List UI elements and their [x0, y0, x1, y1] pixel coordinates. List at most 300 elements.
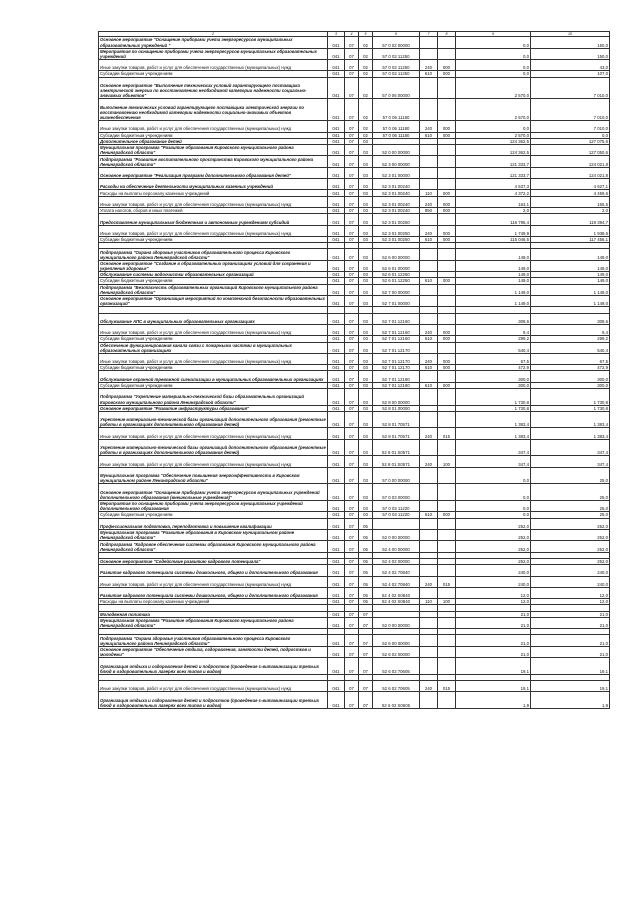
row-name-cell: Мероприятия по оснащению приборами учета энергоресурсов муниципальных образовательных учреждений — [99, 48, 328, 59]
table-row — [99, 99, 610, 121]
grbs-code-cell: 041 — [328, 599, 345, 605]
target-article-cell: 57 0 03 00000 — [373, 484, 420, 501]
target-article-cell: 52 3 00 00000 — [373, 156, 420, 167]
target-article-cell: 52 7 01 12160 — [373, 336, 420, 342]
subsection-code-cell: 03 — [359, 411, 373, 428]
target-article-cell: 57 0 03 11220 — [373, 512, 420, 518]
expense-type-cell — [420, 646, 438, 657]
amount-year1-cell: 0,0 — [456, 512, 531, 518]
expense-type-cell: 610 — [420, 132, 438, 138]
target-article-cell: 52 0 00 00000 — [373, 617, 420, 628]
target-article-cell: 52 4 02 70840 — [373, 565, 420, 576]
expense-type-cell — [420, 658, 438, 675]
expense-type-cell — [420, 389, 438, 406]
expense-type-cell: 610 — [420, 336, 438, 342]
amount-year2-cell: 7 010,0 — [531, 121, 610, 132]
grbs-code-cell: 041 — [328, 121, 345, 132]
section-code-cell: 07 — [345, 599, 359, 605]
amount-year2-cell: 300,0 — [531, 382, 610, 388]
grbs-code-cell: 041 — [328, 529, 345, 540]
grbs-code-cell: 041 — [328, 324, 345, 335]
row-name-cell: Основное мероприятие "Оснащение приборами учета энергоресурсов муниципальных учреждений дополнительного образования (внешкольные учреждения)" — [99, 484, 328, 501]
row-name-cell: Иные закупки товаров, работ и услуг для обеспечения государственных (муниципальных) нужд — [99, 121, 328, 132]
subsection-code-cell: 02 — [359, 48, 373, 59]
subsection-code-cell: 03 — [359, 324, 373, 335]
table-row — [99, 37, 610, 48]
row-name-cell: Основное мероприятие "Реализация программ дополнительного образования детей" — [99, 167, 328, 178]
grbs-code-cell: 041 — [328, 179, 345, 190]
subsection-code-cell: 03 — [359, 295, 373, 306]
section-code-cell: 07 — [345, 324, 359, 335]
expense-type-cell — [420, 371, 438, 382]
subsection-code-cell: 07 — [359, 680, 373, 691]
expense-type-cell — [420, 467, 438, 484]
subsection-code-cell: 03 — [359, 237, 373, 243]
section-code-cell: 07 — [345, 558, 359, 564]
row-name-cell: Иные закупки товаров, работ и услуг для обеспечения государственных (муниципальных) нужд — [99, 324, 328, 335]
target-article-cell — [373, 518, 420, 529]
grbs-code-cell: 041 — [328, 382, 345, 388]
subsection-code-cell: 07 — [359, 658, 373, 675]
subsection-code-cell: 03 — [359, 500, 373, 511]
target-article-cell: 52 7 01 12170 — [373, 342, 420, 353]
grbs-code-cell: 041 — [328, 541, 345, 552]
expense-type-cell — [420, 37, 438, 48]
table-row — [99, 214, 610, 225]
table-row — [99, 342, 610, 353]
section-code-cell: 07 — [345, 313, 359, 324]
subsection-code-cell: 03 — [359, 428, 373, 439]
amount-year1-cell: 21,0 — [456, 617, 531, 628]
row-name-cell: Обеспечение функционирования канала связи с пожарными частями в муниципальных образовательных организациях — [99, 342, 328, 353]
header-cell: 5 — [359, 32, 373, 37]
subsection-code-cell: 07 — [359, 692, 373, 709]
row-name-cell: Иные закупки товаров, работ и услуг для обеспечения государственных (муниципальных) нужд — [99, 428, 328, 439]
grbs-code-cell: 041 — [328, 214, 345, 225]
table-row — [99, 529, 610, 540]
amount-year1-cell: 19,1 — [456, 658, 531, 675]
section-code-cell: 07 — [345, 680, 359, 691]
additional-code-cell: 000 — [438, 208, 456, 214]
subsection-code-cell: 03 — [359, 439, 373, 456]
additional-code-cell: 000 — [438, 512, 456, 518]
expense-type-cell: 240 — [420, 353, 438, 364]
amount-year2-cell: 25,0 — [531, 512, 610, 518]
expense-type-cell: 610 — [420, 382, 438, 388]
amount-year1-cell: 540,4 — [456, 342, 531, 353]
target-article-cell: 57 0 02 11250 — [373, 48, 420, 59]
additional-code-cell — [438, 692, 456, 709]
expense-type-cell — [420, 484, 438, 501]
additional-code-cell — [438, 249, 456, 260]
subsection-code-cell: 03 — [359, 196, 373, 207]
grbs-code-cell: 041 — [328, 132, 345, 138]
section-code-cell: 07 — [345, 249, 359, 260]
amount-year2-cell: 1 730,8 — [531, 405, 610, 411]
amount-year2-cell: 19,1 — [531, 680, 610, 691]
amount-year2-cell: 12,0 — [531, 599, 610, 605]
section-code-cell: 07 — [345, 371, 359, 382]
amount-year2-cell: 43,0 — [531, 59, 610, 70]
additional-code-cell — [438, 167, 456, 178]
subsection-code-cell: 03 — [359, 208, 373, 214]
subsection-code-cell: 02 — [359, 77, 373, 99]
grbs-code-cell: 041 — [328, 208, 345, 214]
amount-year2-cell: 149,0 — [531, 249, 610, 260]
row-name-cell: Укрепление материально-технической базы организаций дополнительного образования (ремонтные работы в организациях дополнительного образования детей) — [99, 439, 328, 456]
additional-code-cell — [438, 529, 456, 540]
row-name-cell: Субсидии бюджетным учреждениям — [99, 132, 328, 138]
section-code-cell: 07 — [345, 565, 359, 576]
table-row — [99, 576, 610, 587]
section-code-cell: 07 — [345, 439, 359, 456]
row-name-cell: Субсидии бюджетным учреждениям — [99, 237, 328, 243]
grbs-code-cell: 041 — [328, 138, 345, 144]
amount-year2-cell: 19,1 — [531, 658, 610, 675]
table-row — [99, 635, 610, 646]
target-article-cell: 52 8 00 00000 — [373, 389, 420, 406]
amount-year1-cell: 21,0 — [456, 646, 531, 657]
additional-code-cell: 000 — [438, 324, 456, 335]
additional-code-cell — [438, 214, 456, 225]
table-row — [99, 371, 610, 382]
header-cell: 6 — [373, 32, 420, 37]
additional-code-cell: 000 — [438, 237, 456, 243]
table-row — [99, 144, 610, 155]
table-row — [99, 411, 610, 428]
target-article-cell: 57 0 06 00000 — [373, 77, 420, 99]
expense-type-cell — [420, 284, 438, 295]
amount-year1-cell: 124 362,5 — [456, 138, 531, 144]
amount-year1-cell: 116 796,4 — [456, 214, 531, 225]
expense-type-cell — [420, 48, 438, 59]
row-name-cell: Расходы на обеспечение деятельности муниципальных казенных учреждений — [99, 179, 328, 190]
amount-year1-cell: 0,0 — [456, 484, 531, 501]
amount-year1-cell: 124 362,5 — [456, 144, 531, 155]
amount-year2-cell: 1 149,0 — [531, 295, 610, 306]
section-code-cell: 07 — [345, 635, 359, 646]
table-row — [99, 284, 610, 295]
section-code-cell: 07 — [345, 512, 359, 518]
amount-year2-cell: 252,0 — [531, 529, 610, 540]
table-row — [99, 77, 610, 99]
additional-code-cell — [438, 389, 456, 406]
table-row — [99, 167, 610, 178]
section-code-cell: 07 — [345, 272, 359, 278]
section-code-cell: 07 — [345, 208, 359, 214]
additional-code-cell — [438, 179, 456, 190]
section-code-cell: 07 — [345, 353, 359, 364]
additional-code-cell: 015 — [438, 576, 456, 587]
subsection-code-cell: 05 — [359, 518, 373, 529]
subsection-code-cell: 03 — [359, 382, 373, 388]
amount-year2-cell: 117 456,1 — [531, 237, 610, 243]
amount-year2-cell: 347,4 — [531, 439, 610, 456]
expense-type-cell — [420, 214, 438, 225]
grbs-code-cell: 041 — [328, 680, 345, 691]
table-row — [99, 59, 610, 70]
target-article-cell: 52 6 02 00000 — [373, 646, 420, 657]
subsection-code-cell: 03 — [359, 405, 373, 411]
subsection-code-cell: 03 — [359, 484, 373, 501]
row-name-cell: Подпрограмма "Охрана здоровья участников образовательного процесса Кировского муниципального района Ленинградской области" — [99, 249, 328, 260]
amount-year2-cell: 1 938,6 — [531, 225, 610, 236]
amount-year2-cell: 127 075,6 — [531, 138, 610, 144]
expense-type-cell — [420, 692, 438, 709]
grbs-code-cell: 041 — [328, 617, 345, 628]
grbs-code-cell: 041 — [328, 576, 345, 587]
section-code-cell: 07 — [345, 225, 359, 236]
row-name-cell: Иные закупки товаров, работ и услуг для обеспечения государственных (муниципальных) нужд — [99, 59, 328, 70]
amount-year2-cell: 252,0 — [531, 541, 610, 552]
amount-year1-cell: 0,0 — [456, 121, 531, 132]
expense-type-cell: 610 — [420, 512, 438, 518]
header-cell: 4 — [345, 32, 359, 37]
header-cell: 9 — [456, 32, 531, 37]
row-name-cell: Субсидии бюджетным учреждениям — [99, 336, 328, 342]
amount-year1-cell: 12,0 — [456, 599, 531, 605]
row-name-cell: Основное мероприятие "Выполнение технических условий гарантирующего поставщика электрической энергии по восстановлению необходимой категории надежности социально-значимых объектов" — [99, 77, 328, 99]
amount-year1-cell: 149,0 — [456, 272, 531, 278]
subsection-code-cell: 03 — [359, 138, 373, 144]
section-code-cell: 07 — [345, 576, 359, 587]
amount-year1-cell: 163,1 — [456, 196, 531, 207]
amount-year1-cell: 0,0 — [456, 500, 531, 511]
amount-year2-cell: 1 730,8 — [531, 389, 610, 406]
row-name-cell: Организация отдыха и оздоровления детей и подростков (проведение с-витаминизации третьих блюд в оздоровительных лагерях всех типов и видов) — [99, 658, 328, 675]
amount-year2-cell: 240,0 — [531, 565, 610, 576]
grbs-code-cell: 041 — [328, 484, 345, 501]
grbs-code-cell: 041 — [328, 156, 345, 167]
expense-type-cell: 240 — [420, 428, 438, 439]
expense-type-cell: 240 — [420, 59, 438, 70]
subsection-code-cell: 03 — [359, 278, 373, 284]
row-name-cell: Иные закупки товаров, работ и услуг для обеспечения государственных (муниципальных) нужд — [99, 576, 328, 587]
target-article-cell: 52 3 01 00000 — [373, 167, 420, 178]
grbs-code-cell: 041 — [328, 518, 345, 529]
expense-type-cell: 240 — [420, 324, 438, 335]
grbs-code-cell: 041 — [328, 284, 345, 295]
amount-year1-cell: 300,0 — [456, 382, 531, 388]
subsection-code-cell: 03 — [359, 190, 373, 196]
subsection-code-cell: 07 — [359, 635, 373, 646]
section-code-cell: 07 — [345, 518, 359, 529]
target-article-cell: 52 6 02 70605 — [373, 658, 420, 675]
target-article-cell: 57 0 02 11250 — [373, 59, 420, 70]
target-article-cell: 52 6 02 S0605 — [373, 692, 420, 709]
amount-year1-cell: 67,5 — [456, 353, 531, 364]
row-name-cell: Предоставление муниципальным бюджетным и автономным учреждениям субсидий — [99, 214, 328, 225]
grbs-code-cell: 041 — [328, 658, 345, 675]
amount-year2-cell: 7 010,0 — [531, 99, 610, 121]
target-article-cell: 52 8 01 70571 — [373, 411, 420, 428]
amount-year2-cell: 21,0 — [531, 646, 610, 657]
expense-type-cell — [420, 77, 438, 99]
table-row — [99, 658, 610, 675]
amount-year2-cell: 252,0 — [531, 518, 610, 529]
section-code-cell: 07 — [345, 237, 359, 243]
additional-code-cell: 015 — [438, 428, 456, 439]
subsection-code-cell: 02 — [359, 99, 373, 121]
section-code-cell: 07 — [345, 278, 359, 284]
amount-year2-cell: 540,4 — [531, 342, 610, 353]
grbs-code-cell: 041 — [328, 456, 345, 467]
expense-type-cell — [420, 587, 438, 598]
grbs-code-cell: 041 — [328, 646, 345, 657]
subsection-code-cell: 05 — [359, 587, 373, 598]
amount-year2-cell: 1 383,4 — [531, 411, 610, 428]
amount-year2-cell: 4 627,1 — [531, 179, 610, 190]
target-article-cell: 52 3 01 00250 — [373, 237, 420, 243]
additional-code-cell — [438, 77, 456, 99]
row-name-cell: Муниципальная программа "Развитие образования Кировского муниципального района Ленинградской области" — [99, 617, 328, 628]
section-code-cell: 07 — [345, 167, 359, 178]
grbs-code-cell: 041 — [328, 237, 345, 243]
additional-code-cell — [438, 484, 456, 501]
amount-year1-cell: 121 333,7 — [456, 156, 531, 167]
target-article-cell: 52 4 00 00000 — [373, 541, 420, 552]
amount-year2-cell: 12,0 — [531, 587, 610, 598]
subsection-code-cell: 02 — [359, 71, 373, 77]
expense-type-cell — [420, 99, 438, 121]
amount-year2-cell: 240,0 — [531, 576, 610, 587]
section-code-cell: 07 — [345, 467, 359, 484]
row-name-cell: Субсидии бюджетным учреждениям — [99, 278, 328, 284]
amount-year1-cell: 347,4 — [456, 439, 531, 456]
section-code-cell: 07 — [345, 48, 359, 59]
amount-year1-cell: 149,0 — [456, 260, 531, 271]
table-row — [99, 121, 610, 132]
section-code-cell: 07 — [345, 99, 359, 121]
additional-code-cell: 000 — [438, 336, 456, 342]
amount-year1-cell: 2 570,0 — [456, 77, 531, 99]
additional-code-cell: 000 — [438, 71, 456, 77]
subsection-code-cell: 05 — [359, 599, 373, 605]
section-code-cell: 07 — [345, 214, 359, 225]
section-code-cell: 07 — [345, 156, 359, 167]
target-article-cell: 52 7 00 00000 — [373, 284, 420, 295]
table-row — [99, 500, 610, 511]
amount-year1-cell: 149,0 — [456, 278, 531, 284]
subsection-code-cell: 07 — [359, 617, 373, 628]
amount-year1-cell: 300,0 — [456, 371, 531, 382]
section-code-cell: 07 — [345, 658, 359, 675]
amount-year2-cell: 124 021,8 — [531, 156, 610, 167]
expense-type-cell: 610 — [420, 365, 438, 371]
additional-code-cell: 000 — [438, 278, 456, 284]
expense-type-cell — [420, 167, 438, 178]
amount-year1-cell: 0,0 — [456, 71, 531, 77]
additional-code-cell — [438, 617, 456, 628]
section-code-cell: 07 — [345, 389, 359, 406]
grbs-code-cell: 041 — [328, 405, 345, 411]
expense-type-cell — [420, 295, 438, 306]
amount-year1-cell: 1 749,9 — [456, 225, 531, 236]
amount-year1-cell: 12,0 — [456, 587, 531, 598]
target-article-cell: 52 7 01 12170 — [373, 353, 420, 364]
row-name-cell: Основное мероприятие "Организация мероприятий по комплексной безопасности образовательных организаций" — [99, 295, 328, 306]
additional-code-cell — [438, 37, 456, 48]
subsection-code-cell: 03 — [359, 156, 373, 167]
row-name-cell: Профессиональная подготовка, переподготовка и повышение квалификации — [99, 518, 328, 529]
row-name-cell: Иные закупки товаров, работ и услуг для обеспечения государственных (муниципальных) нужд — [99, 225, 328, 236]
target-article-cell: 52 7 01 12180 — [373, 382, 420, 388]
grbs-code-cell: 041 — [328, 278, 345, 284]
grbs-code-cell: 041 — [328, 336, 345, 342]
section-code-cell: 07 — [345, 295, 359, 306]
section-code-cell: 07 — [345, 196, 359, 207]
target-article-cell: 52 7 01 12180 — [373, 371, 420, 382]
subsection-code-cell: 03 — [359, 512, 373, 518]
section-code-cell: 07 — [345, 529, 359, 540]
expense-type-cell — [420, 541, 438, 552]
target-article-cell: 52 7 01 12160 — [373, 324, 420, 335]
amount-year1-cell: 9,4 — [456, 324, 531, 335]
amount-year2-cell: 25,0 — [531, 467, 610, 484]
table-row — [99, 249, 610, 260]
amount-year2-cell: 308,6 — [531, 313, 610, 324]
amount-year2-cell: 1 383,4 — [531, 428, 610, 439]
subsection-code-cell: 03 — [359, 179, 373, 190]
subsection-code-cell: 05 — [359, 576, 373, 587]
expense-type-cell — [420, 439, 438, 456]
additional-code-cell: 000 — [438, 190, 456, 196]
target-article-cell: 52 7 01 12170 — [373, 365, 420, 371]
row-name-cell: Основное мероприятие "Обеспечение отдыха, оздоровления, занятости детей, подростков и молодежи" — [99, 646, 328, 657]
amount-year2-cell: 149,0 — [531, 260, 610, 271]
table-body — [99, 32, 610, 709]
amount-year1-cell: 149,0 — [456, 249, 531, 260]
amount-year2-cell: 300,0 — [531, 371, 610, 382]
section-code-cell: 07 — [345, 365, 359, 371]
expense-type-cell — [420, 342, 438, 353]
section-code-cell: 07 — [345, 144, 359, 155]
target-article-cell: 57 0 02 11250 — [373, 71, 420, 77]
row-name-cell: Субсидии бюджетным учреждениям — [99, 365, 328, 371]
expense-type-cell — [420, 518, 438, 529]
target-article-cell: 52 6 01 12250 — [373, 278, 420, 284]
subsection-code-cell: 03 — [359, 456, 373, 467]
target-article-cell: 52 8 01 S0571 — [373, 439, 420, 456]
row-name-cell: Субсидии бюджетным учреждениям — [99, 382, 328, 388]
row-name-cell: Подпрограмма "Кадровое обеспечение системы образования Кировского муниципального района Ленинградской области" — [99, 541, 328, 552]
amount-year2-cell: 107,0 — [531, 71, 610, 77]
subsection-code-cell: 07 — [359, 611, 373, 617]
header-cell: 10 — [531, 32, 610, 37]
amount-year1-cell: 252,0 — [456, 541, 531, 552]
additional-code-cell — [438, 467, 456, 484]
section-code-cell: 07 — [345, 77, 359, 99]
expense-type-cell: 240 — [420, 680, 438, 691]
target-article-cell: 52 4 02 00000 — [373, 558, 420, 564]
row-name-cell: Субсидии бюджетным учреждениям — [99, 512, 328, 518]
amount-year1-cell: 115 046,5 — [456, 237, 531, 243]
table-row — [99, 692, 610, 709]
subsection-code-cell: 07 — [359, 646, 373, 657]
expense-type-cell — [420, 411, 438, 428]
row-name-cell: Основное мероприятие "Содействие развитию кадрового потенциала" — [99, 558, 328, 564]
row-name-cell: Дополнительное образование детей — [99, 138, 328, 144]
subsection-code-cell: 05 — [359, 529, 373, 540]
grbs-code-cell: 041 — [328, 512, 345, 518]
section-code-cell: 07 — [345, 37, 359, 48]
table-row — [99, 617, 610, 628]
grbs-code-cell: 041 — [328, 439, 345, 456]
additional-code-cell — [438, 439, 456, 456]
table-row — [99, 324, 610, 335]
row-name-cell: Муниципальная программа "Развитие образования в Кировском муниципальном районе Ленинградской области" — [99, 529, 328, 540]
table-row — [99, 467, 610, 484]
